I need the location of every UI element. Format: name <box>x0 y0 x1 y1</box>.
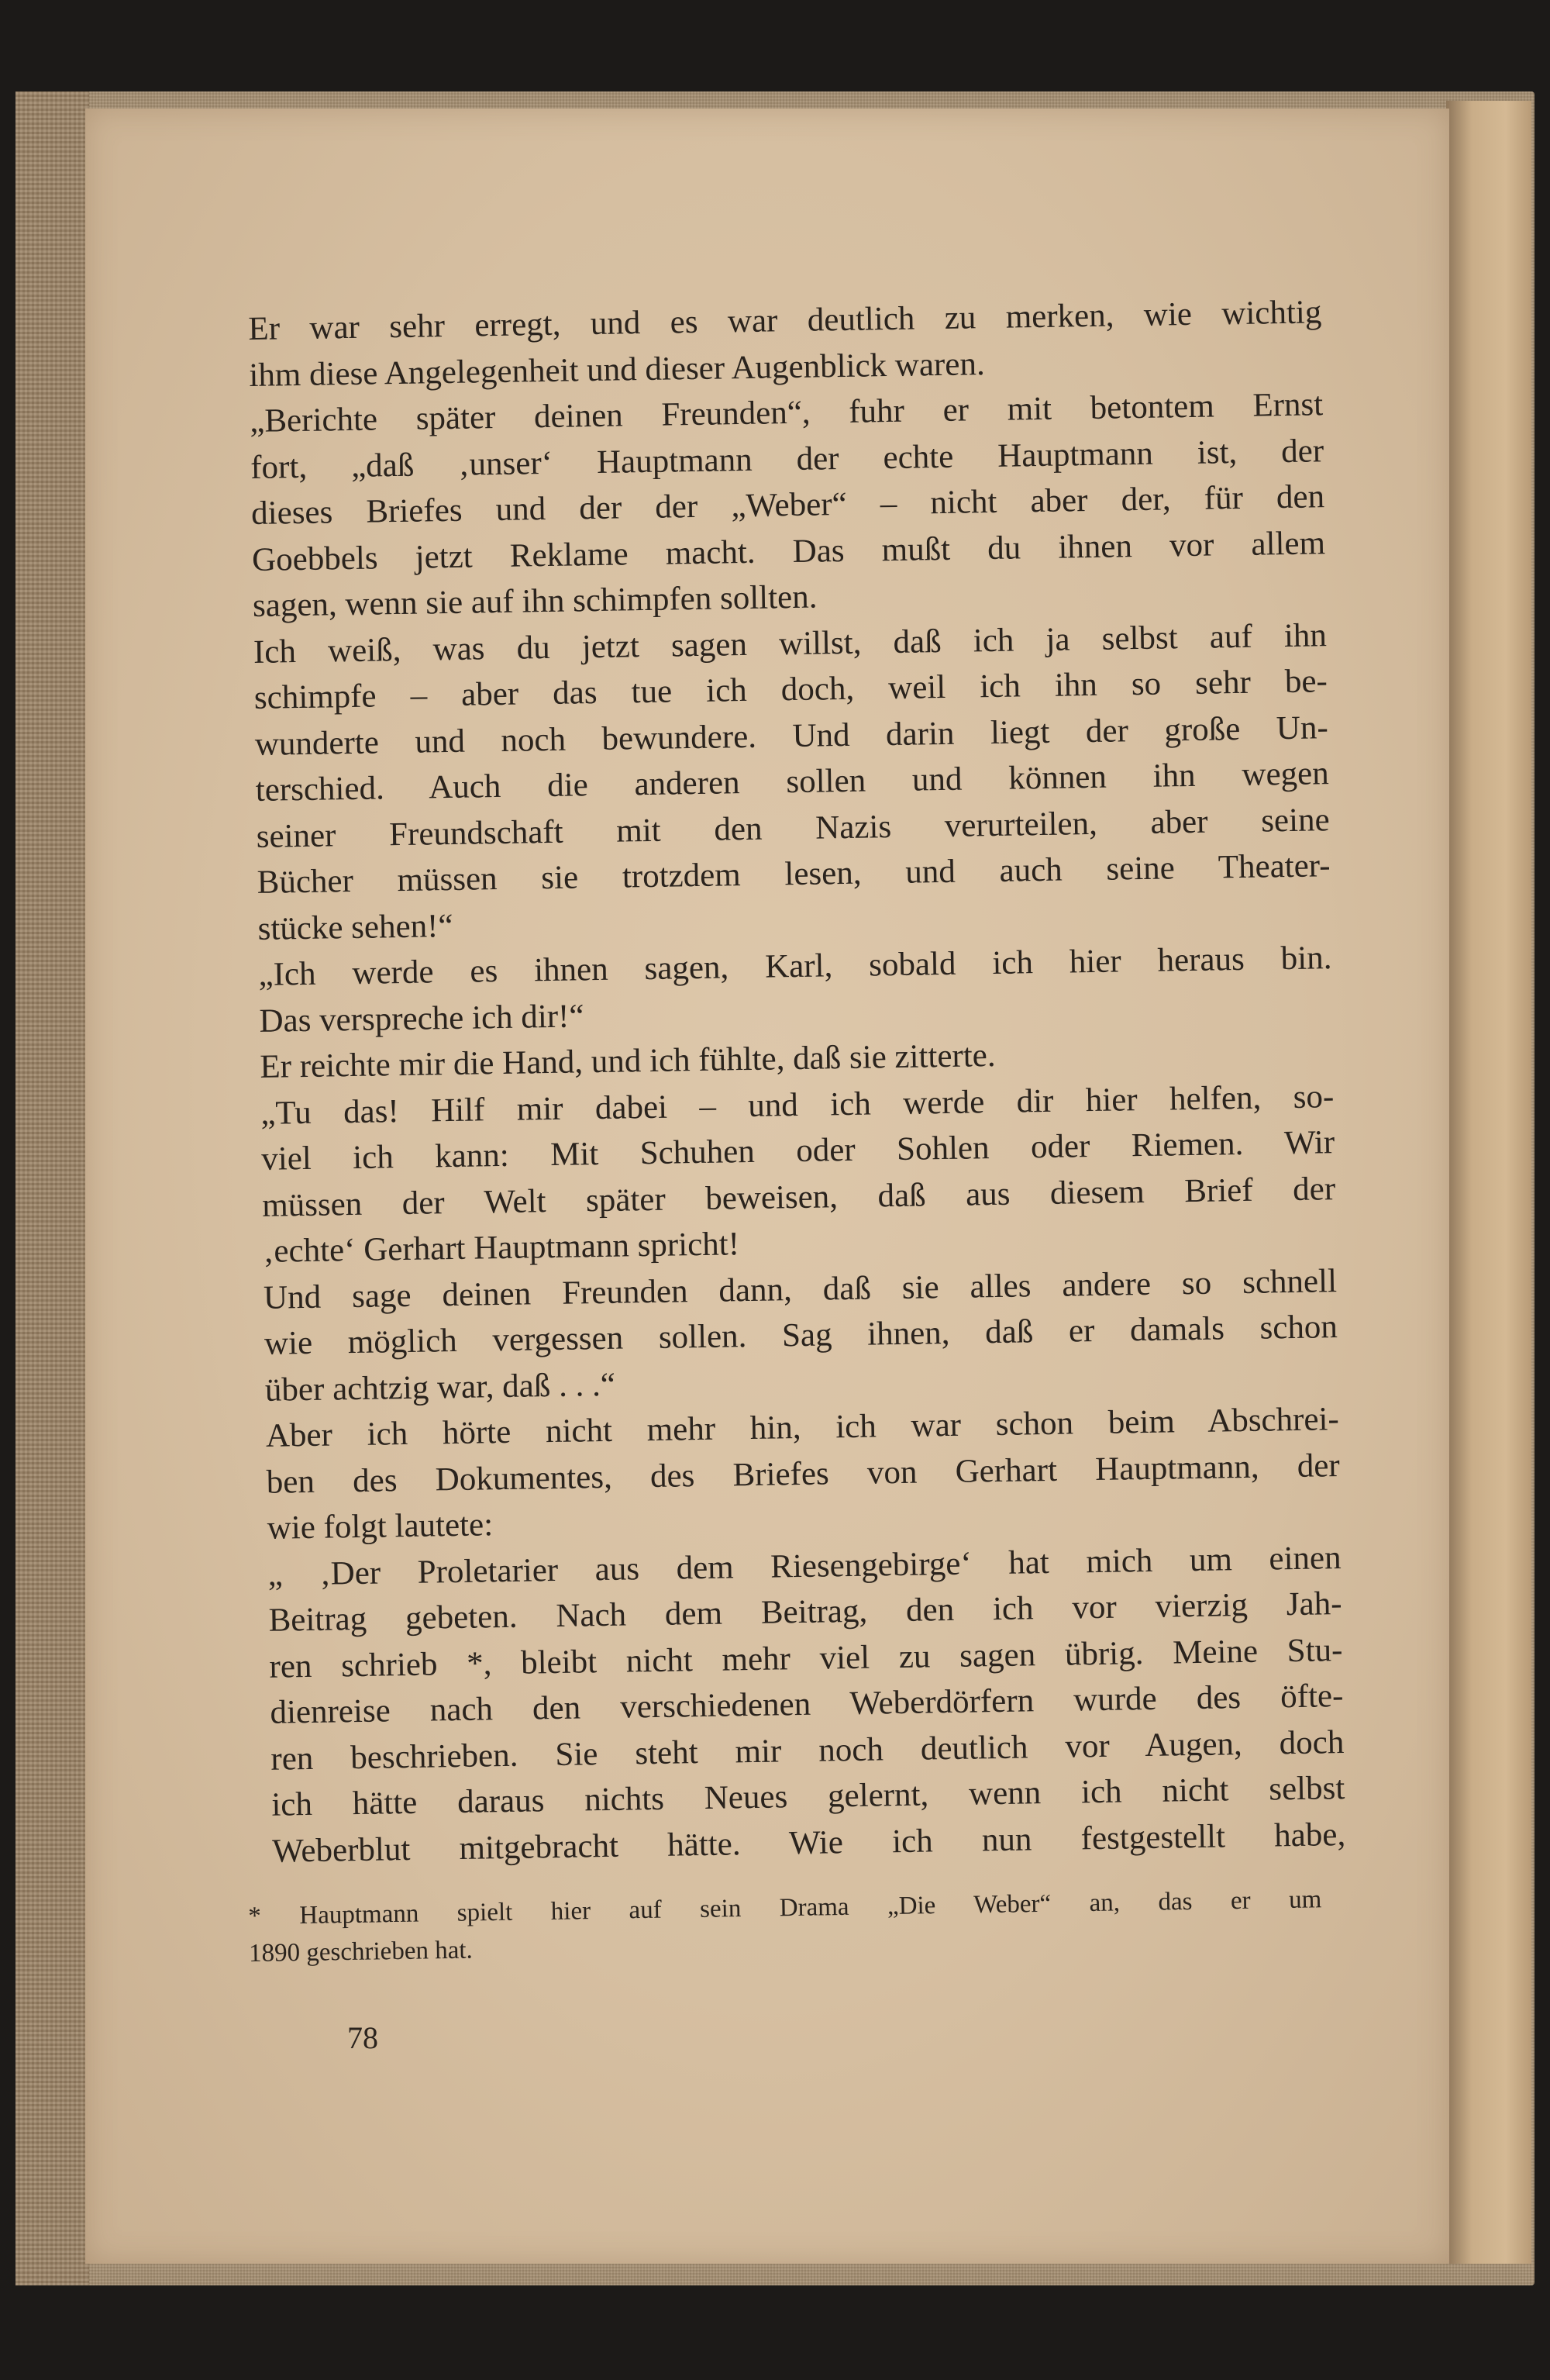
text-line: Und sage deinen Freunden dann, daß sie alles andere so schnell <box>263 1262 1338 1316</box>
text-line: Aber ich hörte nicht mehr hin, ich war schon beim Abschrei- <box>265 1401 1340 1454</box>
text-line: ren beschrieben. Sie steht mir noch deutlich vor Augen, doch <box>270 1723 1345 1778</box>
text-line: viel ich kann: Mit Schuhen oder Sohlen oder Riemen. Wir <box>260 1124 1335 1178</box>
text-line: stücke sehen!“ <box>257 907 453 947</box>
text-line: ihm diese Angelegenheit und dieser Augenblick waren. <box>249 345 985 394</box>
text-line: Goebbels jetzt Reklame macht. Das mußt du ihnen vor allem <box>251 524 1326 578</box>
footnote-line: * Hauptmann spielt hier auf sein Drama „Die Weber“ an, das er um <box>248 1885 1322 1930</box>
text-line: ren schrieb *, bleibt nicht mehr viel zu sagen übrig. Meine Stu- <box>269 1631 1343 1685</box>
body-text <box>248 289 1346 1875</box>
text-line: „Tu das! Hilf mir dabei – und ich werde dir hier helfen, so- <box>260 1078 1335 1132</box>
text-line: schimpfe – aber das tue ich doch, weil ich ihn so sehr be- <box>253 663 1328 716</box>
text-line: fort, „daß ‚unser‘ Hauptmann der echte Hauptmann ist, der <box>250 432 1324 486</box>
footnote-line: 1890 geschrieben hat. <box>248 1936 474 1968</box>
text-line: „Berichte später deinen Freunden“, fuhr er mit betontem Ernst <box>249 386 1324 440</box>
text-line: ich hätte daraus nichts Neues gelernt, wenn ich nicht selbst <box>271 1770 1345 1823</box>
text-line: Weberblut mitgebracht hätte. Wie ich nun festgestellt habe, <box>271 1816 1346 1870</box>
text-line: ben des Dokumentes, des Briefes von Gerhart Hauptmann, der <box>266 1447 1341 1501</box>
text-line: Er reichte mir die Hand, und ich fühlte, daß sie zitterte. <box>260 1037 996 1085</box>
text-line: wie möglich vergessen sollen. Sag ihnen, daß er damals schon <box>264 1309 1338 1362</box>
text-line: müssen der Welt später beweisen, daß aus diesem Brief der <box>261 1170 1336 1224</box>
text-line: wie folgt lautete: <box>267 1506 494 1547</box>
page-stack-edge <box>1446 101 1531 2264</box>
text-line: Bücher müssen sie trotzdem lesen, und auch seine Theater- <box>257 847 1331 901</box>
text-line: „ ‚Der Proletarier aus dem Riesengebirge‘ hat mich um einen <box>267 1539 1342 1593</box>
text-line: über achtzig war, daß . . .“ <box>264 1366 616 1409</box>
text-line: terschied. Auch die anderen sollen und können ihn wegen <box>255 755 1330 809</box>
text-line: dieses Briefes und der der „Weber“ – nicht aber der, für den <box>250 478 1325 532</box>
text-line: Er war sehr erregt, und es war deutlich zu merken, wie wichtig <box>248 294 1322 347</box>
text-line: seiner Freundschaft mit den Nazis verurteilen, aber seine <box>256 801 1330 855</box>
text-line: ‚echte‘ Gerhart Hauptmann spricht! <box>262 1226 740 1270</box>
text-line: „Ich werde es ihnen sagen, Karl, sobald ich hier heraus bin. <box>258 940 1332 993</box>
text-line: wunderte und noch bewundere. Und darin liegt der große Un- <box>254 709 1329 763</box>
text-line: Das verspreche ich dir!“ <box>259 997 584 1040</box>
text-line: dienreise nach den verschiedenen Weberdörfern wurde des öfte- <box>270 1678 1344 1731</box>
text-line: Ich weiß, was du jetzt sagen willst, daß ich ja selbst auf ihn <box>253 616 1328 671</box>
text-line: sagen, wenn sie auf ihn schimpfen sollten. <box>252 578 818 624</box>
page-number: 78 <box>347 2020 378 2055</box>
book-cover-spine <box>16 91 89 2285</box>
text-line: Beitrag gebeten. Nach dem Beitrag, den ich vor vierzig Jah- <box>268 1585 1342 1639</box>
